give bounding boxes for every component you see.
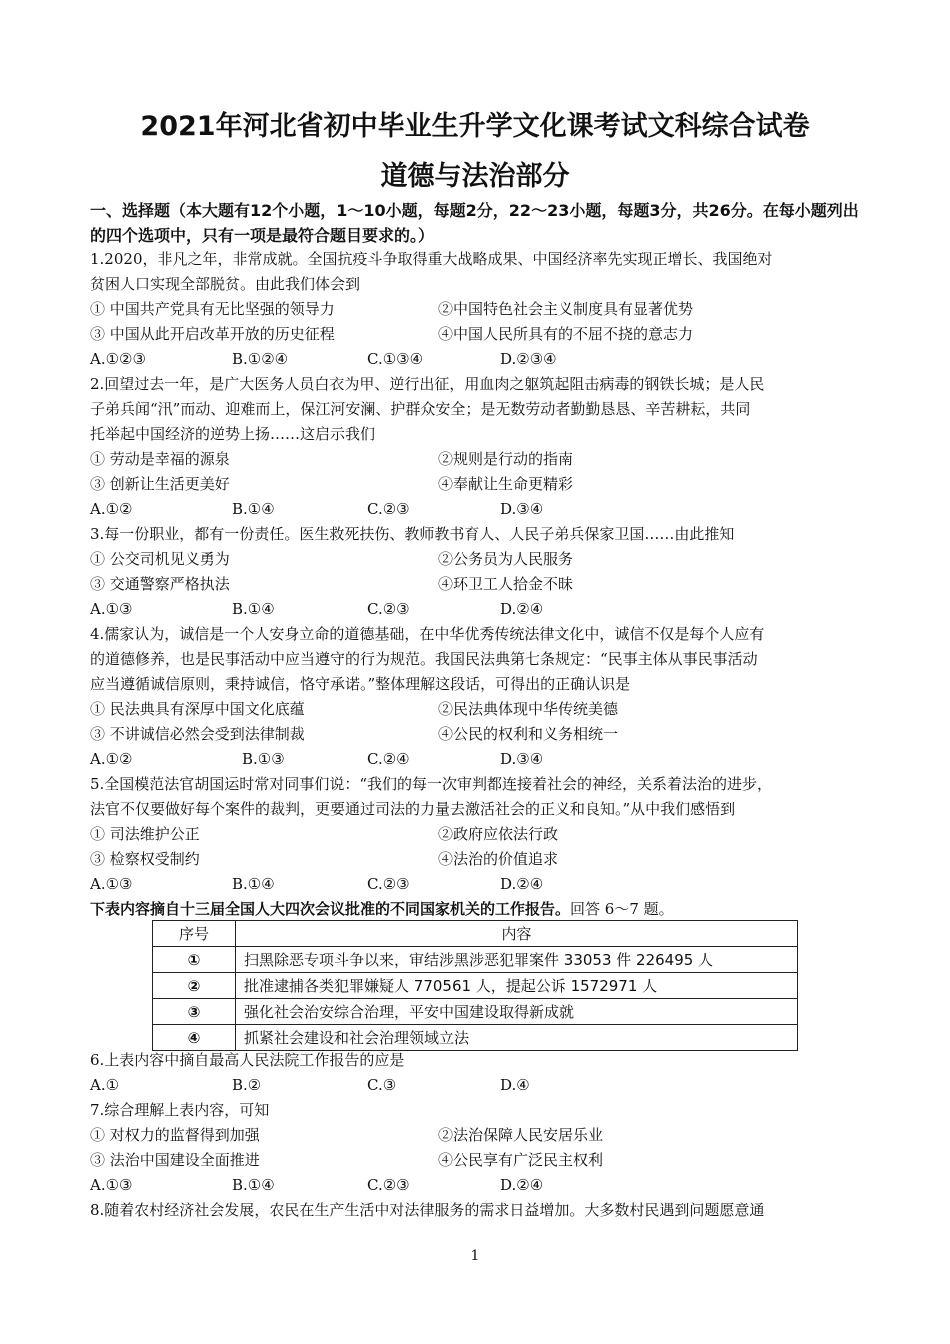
q5-statement-2: ②政府应依法行政	[438, 825, 559, 843]
q1-option-d: D.②③④	[500, 350, 557, 368]
question-2-line-3: 托举起中国经济的逆势上扬……这启示我们	[90, 425, 376, 443]
q6-option-c: C.③	[367, 1076, 397, 1094]
q4-option-b: B.①③	[242, 750, 285, 768]
q4-statement-1: ① 民法典具有深厚中国文化底蕴	[90, 700, 305, 718]
table-intro-tail: 回答 6～7 题。	[570, 900, 674, 918]
q7-statement-2: ②法治保障人民安居乐业	[438, 1126, 604, 1144]
question-5-line-2: 法官不仅要做好每个案件的裁判，更要通过司法的力量去激活社会的正义和良知。”从中我们感悟到	[90, 800, 736, 818]
question-2-line-2: 子弟兵闻“汛”而动、迎难而上，保江河安澜、护群众安全；是无数劳动者勤勤恳恳、辛苦耕耘，共同	[90, 400, 751, 418]
table-cell-content: 抓紧社会建设和社会治理领域立法	[236, 1025, 798, 1051]
q2-statement-4: ④奉献让生命更精彩	[438, 475, 574, 493]
q2-statement-3: ③ 创新让生活更美好	[90, 475, 230, 493]
q4-option-d: D.③④	[500, 750, 544, 768]
question-7-line-1: 7.综合理解上表内容，可知	[90, 1101, 270, 1119]
table-header-number: 序号	[153, 921, 236, 947]
q1-statement-1: ① 中国共产党具有无比坚强的领导力	[90, 300, 335, 318]
q2-statement-2: ②规则是行动的指南	[438, 450, 574, 468]
q7-option-d: D.②④	[500, 1176, 544, 1194]
q7-option-c: C.②③	[367, 1176, 410, 1194]
q7-statement-1: ① 对权力的监督得到加强	[90, 1126, 260, 1144]
q1-option-b: B.①②④	[232, 350, 289, 368]
table-cell-number: ④	[153, 1025, 236, 1051]
q1-option-a: A.①②③	[90, 350, 146, 368]
q4-statement-4: ④公民的权利和义务相统一	[438, 725, 619, 743]
table-intro-main: 下表内容摘自十三届全国人大四次会议批准的不同国家机关的工作报告。	[90, 900, 571, 918]
question-5-line-1: 5.全国模范法官胡国运时常对同事们说：“我们的每一次审判都连接着社会的神经，关系着法治的进步，	[90, 775, 772, 793]
q4-option-a: A.①②	[90, 750, 133, 768]
question-4-line-3: 应当遵循诚信原则，秉持诚信，恪守承诺。”整体理解这段话，可得出的正确认识是	[90, 675, 631, 693]
q7-statement-3: ③ 法治中国建设全面推进	[90, 1151, 260, 1169]
q4-option-c: C.②④	[367, 750, 410, 768]
q3-statement-4: ④环卫工人拾金不昧	[438, 575, 574, 593]
q5-option-b: B.①④	[232, 875, 275, 893]
table-row	[153, 999, 798, 1025]
question-1-line-1: 1.2020，非凡之年，非常成就。全国抗疫斗争取得重大战略成果、中国经济率先实现正增长、我国绝对	[90, 250, 773, 268]
q3-option-a: A.①③	[90, 600, 133, 618]
table-cell-number: ②	[153, 973, 236, 999]
q5-option-d: D.②④	[500, 875, 544, 893]
table-header-row	[153, 921, 798, 947]
q7-option-b: B.①④	[232, 1176, 275, 1194]
q6-option-d: D.④	[500, 1076, 530, 1094]
table-cell-number: ③	[153, 999, 236, 1025]
q5-option-a: A.①③	[90, 875, 133, 893]
table-cell-number: ①	[153, 947, 236, 973]
q3-statement-1: ① 公交司机见义勇为	[90, 550, 230, 568]
table-cell-content: 扫黑除恶专项斗争以来，审结涉黑涉恶犯罪案件 33053 件 226495 人	[236, 947, 798, 973]
q4-statement-3: ③ 不讲诚信必然会受到法律制裁	[90, 725, 305, 743]
q3-option-c: C.②③	[367, 600, 410, 618]
question-6-line-1: 6.上表内容中摘自最高人民法院工作报告的应是	[90, 1051, 405, 1069]
q1-statement-3: ③ 中国从此开启改革开放的历史征程	[90, 325, 335, 343]
q5-statement-1: ① 司法维护公正	[90, 825, 200, 843]
q6-option-b: B.②	[232, 1076, 262, 1094]
question-2-line-1: 2.回望过去一年，是广大医务人员白衣为甲、逆行出征，用血肉之躯筑起阻击病毒的钢铁长城；是人民	[90, 375, 765, 393]
q1-option-c: C.①③④	[367, 350, 424, 368]
table-cell-content: 强化社会治安综合治理，平安中国建设取得新成就	[236, 999, 798, 1025]
question-1-line-2: 贫困人口实现全部脱贫。由此我们体会到	[90, 275, 361, 293]
q5-statement-3: ③ 检察权受制约	[90, 850, 200, 868]
question-3-line-1: 3.每一份职业，都有一份责任。医生救死扶伤、教师教书育人、人民子弟兵保家卫国……由此推知	[90, 525, 735, 543]
q3-statement-2: ②公务员为人民服务	[438, 550, 574, 568]
page-number: 1	[470, 1248, 480, 1264]
q6-option-a: A.①	[90, 1076, 120, 1094]
q7-statement-4: ④公民享有广泛民主权利	[438, 1151, 604, 1169]
table-cell-content: 批准逮捕各类犯罪嫌疑人 770561 人，提起公诉 1572971 人	[236, 973, 798, 999]
q1-statement-4: ④中国人民所具有的不屈不挠的意志力	[438, 325, 694, 343]
table-header-content: 内容	[236, 921, 798, 947]
page-title: 2021年河北省初中毕业生升学文化课考试文科综合试卷	[140, 111, 810, 142]
page-subtitle: 道德与法治部分	[380, 161, 570, 192]
table-row	[153, 973, 798, 999]
table-row	[153, 947, 798, 973]
q5-statement-4: ④法治的价值追求	[438, 850, 559, 868]
table-row	[153, 1025, 798, 1051]
section-heading: 一、选择题（本大题有12个小题，1～10小题，每题2分，22～23小题，每题3分，共26分。在每小题列出的四个选项中，只有一项是最符合题目要求的。）	[90, 201, 859, 245]
question-4-line-1: 4.儒家认为，诚信是一个人安身立命的道德基础，在中华优秀传统法律文化中，诚信不仅是每个人应有	[90, 625, 765, 643]
q2-option-b: B.①④	[232, 500, 275, 518]
q2-option-d: D.③④	[500, 500, 544, 518]
question-8-line-1: 8.随着农村经济社会发展，农民在生产生活中对法律服务的需求日益增加。大多数村民遇到问题愿意通	[90, 1201, 765, 1219]
q1-statement-2: ②中国特色社会主义制度具有显著优势	[438, 300, 694, 318]
q4-statement-2: ②民法典体现中华传统美德	[438, 700, 619, 718]
q3-option-b: B.①④	[232, 600, 275, 618]
question-4-line-2: 的道德修养，也是民事活动中应当遵守的行为规范。我国民法典第七条规定：“民事主体从事民事活动	[90, 650, 758, 668]
q2-statement-1: ① 劳动是幸福的源泉	[90, 450, 230, 468]
q3-statement-3: ③ 交通警察严格执法	[90, 575, 230, 593]
q2-option-c: C.②③	[367, 500, 410, 518]
q3-option-d: D.②④	[500, 600, 544, 618]
q7-option-a: A.①③	[90, 1176, 133, 1194]
q2-option-a: A.①②	[90, 500, 133, 518]
report-table	[152, 920, 798, 1051]
q5-option-c: C.②③	[367, 875, 410, 893]
table-intro	[90, 899, 674, 919]
